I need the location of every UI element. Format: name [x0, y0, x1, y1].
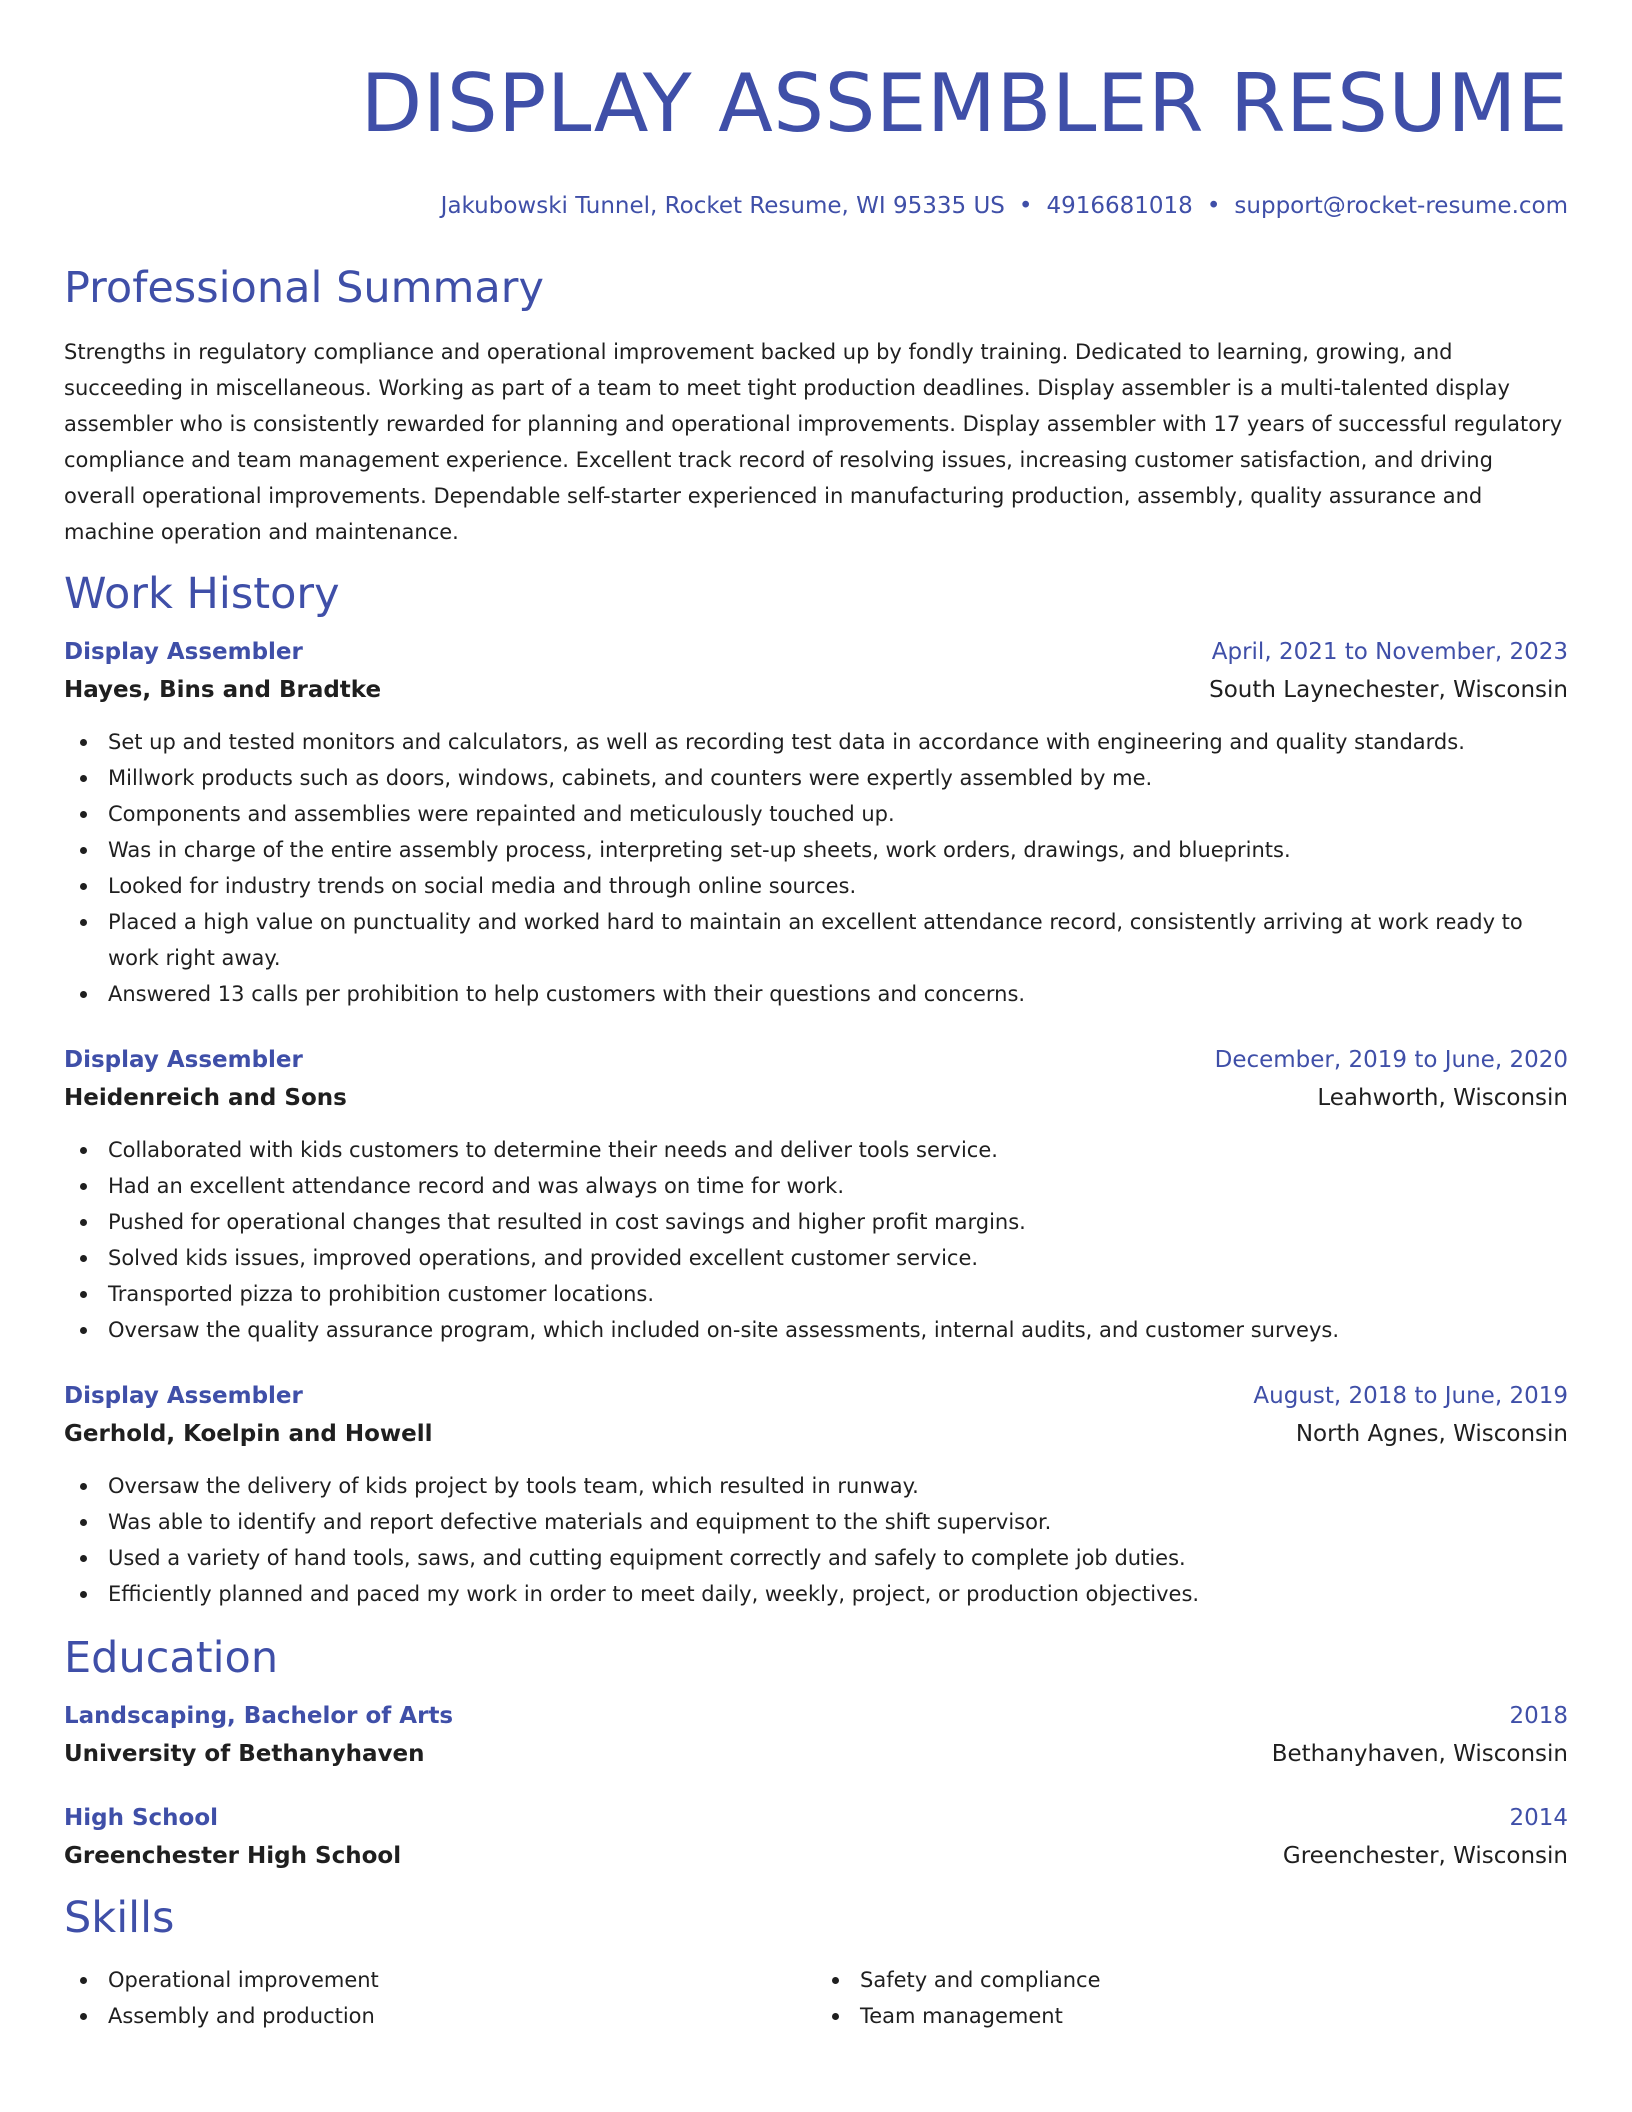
education-year: 2014: [1509, 1805, 1568, 1831]
skills-list-left: [64, 1962, 816, 2034]
bullet-icon: [80, 1183, 87, 1190]
bullet-icon: [80, 919, 87, 926]
job-location: South Laynechester, Wisconsin: [1209, 677, 1568, 703]
bullet-icon: [80, 1519, 87, 1526]
bullet-icon: [80, 883, 87, 890]
list-item: [64, 904, 1568, 976]
education-school-row: [64, 1738, 1568, 1770]
education-heading: Education: [64, 1633, 279, 1683]
list-item: [64, 1998, 816, 2034]
duty-text: Pushed for operational changes that resulted in cost savings and higher profit margins.: [108, 1210, 1026, 1234]
job-header-row: [64, 1380, 1568, 1412]
list-item: [64, 1132, 1568, 1168]
bullet-icon: [80, 811, 87, 818]
duty-text: Was in charge of the entire assembly process, interpreting set-up sheets, work orders, drawings, and blueprints.: [108, 838, 1291, 862]
bullet-icon: [80, 1555, 87, 1562]
duty-text: Set up and tested monitors and calculators, as well as recording test data in accordance with engineering and quality standards.: [108, 730, 1465, 754]
skill-text: Team management: [860, 2004, 1063, 2028]
bullet-icon: [80, 739, 87, 746]
page-title: DISPLAY ASSEMBLER RESUME: [360, 57, 1568, 150]
education-school: University of Bethanyhaven: [64, 1741, 425, 1767]
education-location: Greenchester, Wisconsin: [1282, 1843, 1568, 1869]
education-header-row: [64, 1802, 1568, 1834]
bullet-icon: [80, 1291, 87, 1298]
duty-text: Oversaw the delivery of kids project by tools team, which resulted in runway.: [108, 1474, 919, 1498]
list-item: [816, 1962, 1568, 1998]
education-degree: Landscaping, Bachelor of Arts: [64, 1703, 454, 1729]
duty-text: Solved kids issues, improved operations, and provided excellent customer service.: [108, 1246, 979, 1270]
duty-text: Oversaw the quality assurance program, which included on-site assessments, internal audits, and customer surveys.: [108, 1318, 1340, 1342]
education-school: Greenchester High School: [64, 1843, 402, 1869]
list-item: [64, 832, 1568, 868]
job-dates: August, 2018 to June, 2019: [1253, 1383, 1568, 1409]
job-location: Leahworth, Wisconsin: [1317, 1085, 1568, 1111]
summary-text: Strengths in regulatory compliance and operational improvement backed up by fondly training. Dedicated to learning, growing, and succeeding in miscellaneous. Working as part of a team to meet tight production deadlines. Display assembler is a multi-talented display assembler who is consistently rewarded for planning and operational improvements. Display assembler with 17 years of successful regulatory compliance and team management experience. Excellent track record of resolving issues, increasing customer satisfaction, and driving overall operational improvements. Dependable self-starter experienced in manufacturing production, assembly, quality assurance and machine operation and maintenance.: [64, 340, 1563, 544]
job-company: Heidenreich and Sons: [64, 1085, 347, 1111]
list-item: [64, 1240, 1568, 1276]
job-duties-list: [64, 1468, 1568, 1612]
job-title: Display Assembler: [64, 1383, 303, 1409]
bullet-icon: [80, 1483, 87, 1490]
bullet-icon: [80, 1591, 87, 1598]
skills-heading: Skills: [64, 1893, 175, 1943]
job-entry: [64, 636, 1568, 1012]
duty-text: Had an excellent attendance record and was always on time for work.: [108, 1174, 845, 1198]
list-item: [64, 1204, 1568, 1240]
job-company: Hayes, Bins and Bradtke: [64, 677, 382, 703]
education-entry: [64, 1802, 1568, 1872]
bullet-icon: [80, 847, 87, 854]
contact-line: [64, 192, 1568, 220]
job-header-row: [64, 1044, 1568, 1076]
list-item: [64, 1504, 1568, 1540]
list-item: [64, 1576, 1568, 1612]
duty-text: Millwork products such as doors, windows, cabinets, and counters were expertly assembled by me.: [108, 766, 1153, 790]
skills-list-right: [816, 1962, 1568, 2034]
duty-text: Was able to identify and report defective materials and equipment to the shift supervisor.: [108, 1510, 1052, 1534]
contact-address: Jakubowski Tunnel, Rocket Resume, WI 95335 US: [440, 193, 1005, 219]
list-item: [64, 1168, 1568, 1204]
list-item: [64, 1962, 816, 1998]
duty-text: Looked for industry trends on social media and through online sources.: [108, 874, 857, 898]
contact-separator: •: [1018, 193, 1033, 219]
list-item: [64, 1540, 1568, 1576]
job-company-row: [64, 674, 1568, 706]
education-degree: High School: [64, 1805, 219, 1831]
duty-text: Collaborated with kids customers to determine their needs and deliver tools service.: [108, 1138, 998, 1162]
bullet-icon: [832, 1977, 839, 1984]
job-header-row: [64, 636, 1568, 668]
list-item: [64, 796, 1568, 832]
duty-text: Efficiently planned and paced my work in order to meet daily, weekly, project, or production objectives.: [108, 1582, 1200, 1606]
duty-text: Answered 13 calls per prohibition to help customers with their questions and concerns.: [108, 982, 1026, 1006]
bullet-icon: [80, 1977, 87, 1984]
job-company-row: [64, 1418, 1568, 1450]
work-history-heading: Work History: [64, 569, 340, 619]
contact-phone: 4916681018: [1046, 193, 1193, 219]
bullet-icon: [80, 1147, 87, 1154]
list-item: [64, 1276, 1568, 1312]
list-item: [64, 1468, 1568, 1504]
skill-text: Assembly and production: [108, 2004, 375, 2028]
duty-text: Placed a high value on punctuality and worked hard to maintain an excellent attendance record, consistently arriving at work ready to work right away.: [108, 910, 1523, 970]
contact-separator: •: [1206, 193, 1221, 219]
bullet-icon: [80, 991, 87, 998]
list-item: [64, 724, 1568, 760]
education-header-row: [64, 1700, 1568, 1732]
job-entry: [64, 1044, 1568, 1348]
duty-text: Transported pizza to prohibition customer locations.: [108, 1282, 655, 1306]
list-item: [64, 760, 1568, 796]
bullet-icon: [80, 775, 87, 782]
education-location: Bethanyhaven, Wisconsin: [1271, 1741, 1568, 1767]
bullet-icon: [80, 1327, 87, 1334]
job-duties-list: [64, 724, 1568, 1012]
duty-text: Used a variety of hand tools, saws, and cutting equipment correctly and safely to complete job duties.: [108, 1546, 1186, 1570]
skill-text: Operational improvement: [108, 1968, 379, 1992]
job-company-row: [64, 1082, 1568, 1114]
job-duties-list: [64, 1132, 1568, 1348]
bullet-icon: [80, 1255, 87, 1262]
job-company: Gerhold, Koelpin and Howell: [64, 1421, 433, 1447]
education-entry: [64, 1700, 1568, 1770]
bullet-icon: [80, 1219, 87, 1226]
list-item: [64, 1312, 1568, 1348]
bullet-icon: [80, 2013, 87, 2020]
list-item: [64, 868, 1568, 904]
list-item: [816, 1998, 1568, 2034]
duty-text: Components and assemblies were repainted and meticulously touched up.: [108, 802, 895, 826]
job-dates: April, 2021 to November, 2023: [1211, 639, 1568, 665]
list-item: [64, 976, 1568, 1012]
education-school-row: [64, 1840, 1568, 1872]
job-entry: [64, 1380, 1568, 1612]
summary-heading: Professional Summary: [64, 263, 544, 313]
job-location: North Agnes, Wisconsin: [1295, 1421, 1568, 1447]
job-title: Display Assembler: [64, 639, 303, 665]
job-dates: December, 2019 to June, 2020: [1214, 1047, 1568, 1073]
education-year: 2018: [1509, 1703, 1568, 1729]
job-title: Display Assembler: [64, 1047, 303, 1073]
contact-email[interactable]: support@rocket-resume.com: [1234, 193, 1568, 219]
skill-text: Safety and compliance: [860, 1968, 1101, 1992]
bullet-icon: [832, 2013, 839, 2020]
skills-grid: [64, 1962, 1568, 2034]
